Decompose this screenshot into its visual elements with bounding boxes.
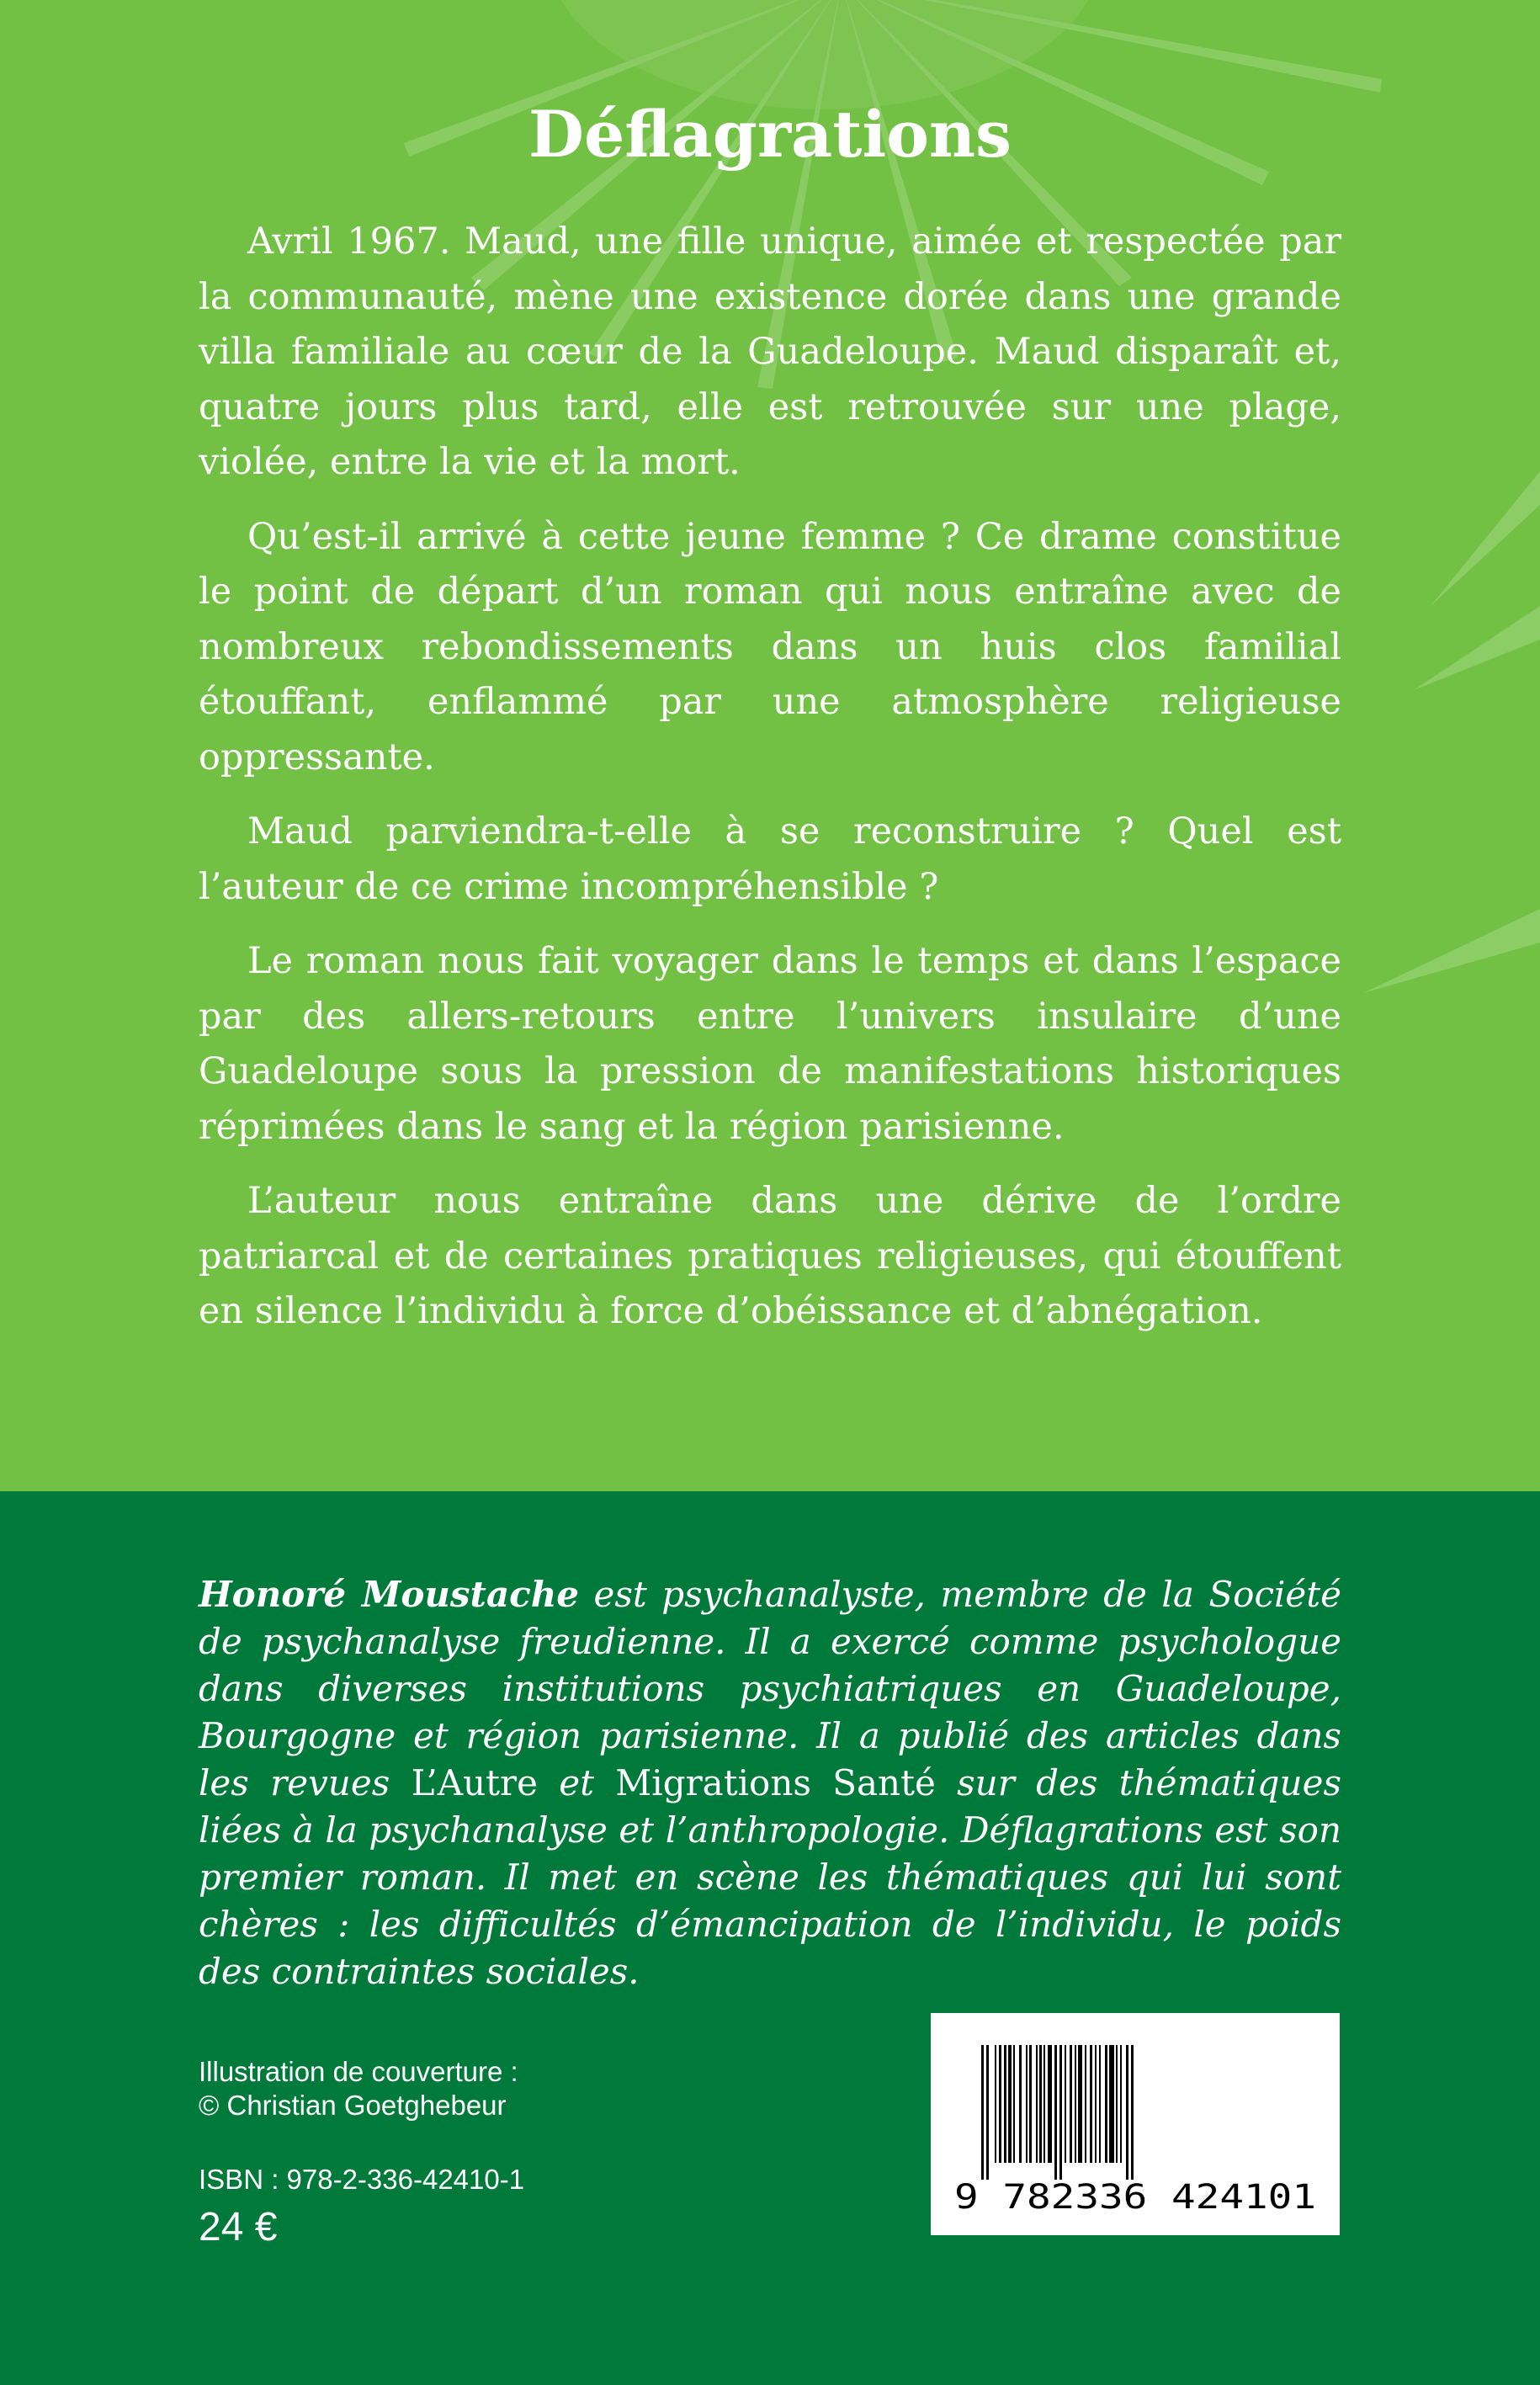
barcode-bar [1095,2045,1097,2163]
barcode-bar [1054,2045,1057,2180]
barcode-bar [1059,2045,1062,2180]
barcode-bar [1120,2045,1122,2163]
isbn: ISBN : 978-2-336-42410-1 [199,2164,525,2195]
barcode-bar [1039,2045,1042,2163]
summary-paragraph: Le roman nous fait voyager dans le temps et dans l’espace par des allers-retours entre l’univers insulaire d’une Guadeloupe sous la pression de manifestations historiques réprimées dans le sang et la région parisienne. [199,940,1341,1148]
summary-paragraph: Qu’est-il arrivé à cette jeune femme ? Ce drame constitue le point de départ d’un roman qui nous entraîne avec de nombreux rebondissements dans un huis clos familial étouffant, enflammé par une atmosphère religieuse oppressante. [199,515,1341,778]
credits-block [199,2055,788,2252]
back-cover-summary [199,215,1341,1359]
journal-title: Migrations Santé [615,1762,936,1803]
barcode-bar [981,2045,984,2180]
journal-title: L’Autre [411,1762,538,1803]
barcode-bar [1131,2045,1134,2180]
barcode-bar [1090,2045,1092,2163]
cover-bottom-section [0,1491,1540,2385]
summary-paragraph: Maud parviendra-t-elle à se reconstruire ? Quel est l’auteur de ce crime incompréhensible ? [199,810,1341,908]
barcode-bar [1105,2045,1107,2163]
bio-text: sur des thématiques liées à la psychanalyse et l’anthropologie. Déflagrations est son premier roman. Il met en scène les thématiques qui lui sont chères : les difficultés d’émancipation de l’individu, le poids des contraintes sociales. [199,1762,1342,1992]
barcode-bar [986,2045,989,2180]
bio-text: et [537,1762,616,1803]
barcode-bar [1029,2045,1032,2163]
barcode-bar [1004,2045,1006,2163]
barcode-bar [999,2045,1001,2163]
barcode-bar [1019,2045,1022,2163]
barcode-bar [1065,2045,1066,2163]
barcode [931,2013,1340,2235]
bio-text: est psychanalyste, membre de la Société de psychanalyse freudienne. Il a exercé comme psychologue dans diverses institutions psychiatriques en Guadeloupe, Bourgogne et région parisienne. Il a publié des articles dans les revues [199,1574,1341,1803]
barcode-bar [1008,2045,1012,2163]
barcode-bar [1070,2045,1072,2163]
summary-paragraph: Avril 1967. Maud, une fille unique, aimée et respectée par la communauté, mène une existence dorée dans une grande villa familiale au cœur de la Guadeloupe. Maud disparaît et, quatre jours plus tard, elle est retrouvée sur une plage, violée, entre la vie et la mort. [199,220,1341,483]
book-title: Déflagrations [528,97,1012,172]
barcode-bar [1085,2045,1086,2163]
author-bio [199,1571,1341,1995]
barcode-bar [1099,2045,1101,2163]
barcode-bar [1036,2045,1038,2163]
barcode-bar [1075,2045,1076,2163]
barcode-graphic [931,2013,1340,2235]
barcode-bar [1043,2045,1045,2163]
barcode-bar [1126,2045,1128,2180]
barcode-bar [1116,2045,1118,2163]
barcode-bars [981,2045,1134,2180]
price: 24 € [199,2205,278,2250]
summary-paragraph: L’auteur nous entraîne dans une dérive de l’ordre patriarcal et de certaines pratiques religieuses, qui étouffent en silence l’individu à force d’obéissance et d’abnégation. [199,1180,1341,1332]
barcode-bar [1026,2045,1028,2163]
barcode-digits: 9 782336 424101 [954,2178,1316,2217]
illustration-label: Illustration de couverture : [199,2056,518,2087]
barcode-bar [1048,2045,1052,2163]
barcode-bar [1078,2045,1082,2163]
author-name: Honoré Moustache [199,1574,579,1615]
barcode-bar [995,2045,996,2163]
illustration-credit: © Christian Goetghebeur [199,2090,507,2121]
barcode-bar [1013,2045,1015,2163]
barcode-bar [1109,2045,1114,2163]
